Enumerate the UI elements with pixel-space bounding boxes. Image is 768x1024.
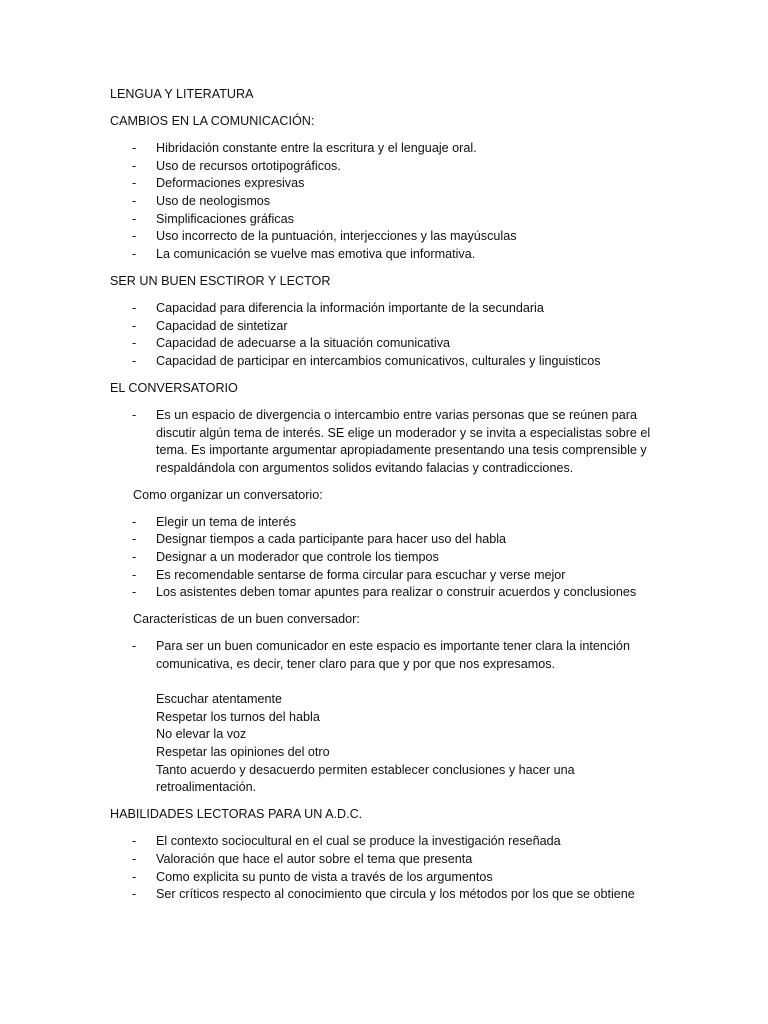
- section-heading-escritor: SER UN BUEN ESCTIROR Y LECTOR: [110, 273, 331, 288]
- list-item: - Capacidad para diferencia la información importante de la secundaria: [110, 300, 670, 318]
- list-organizar: [110, 514, 670, 602]
- list-item: - Capacidad de participar en intercambios comunicativos, culturales y linguisticos: [110, 353, 670, 371]
- list-item: - Capacidad de adecuarse a la situación comunicativa: [110, 335, 670, 353]
- list-item: - Capacidad de sintetizar: [110, 318, 670, 336]
- document-body: [110, 86, 670, 913]
- section-heading-conversatorio: EL CONVERSATORIO: [110, 380, 238, 395]
- list-item: - Es un espacio de divergencia o intercambio entre varias personas que se reúnen para discutir algún tema de interés. SE elige un moderador y se invita a especialistas sobre el tema. Es importante argumentar apropiadamente presentando una tesis comprensible y respaldándola con argumentos solidos evitando falacias y contradicciones.: [110, 407, 670, 477]
- list-item: - Los asistentes deben tomar apuntes para realizar o construir acuerdos y conclusiones: [110, 584, 670, 602]
- trait-line: Tanto acuerdo y desacuerdo permiten establecer conclusiones y hacer una retroalimentación.: [156, 762, 575, 795]
- list-item: - Valoración que hace el autor sobre el tema que presenta: [110, 851, 670, 869]
- list-caracteristicas: [110, 638, 670, 796]
- trait-line: No elevar la voz: [156, 727, 247, 742]
- list-item: - El contexto sociocultural en el cual se produce la investigación reseñada: [110, 833, 670, 851]
- list-item: - Ser críticos respecto al conocimiento que circula y los métodos por los que se obtiene: [110, 886, 670, 904]
- subheading-caracteristicas: Características de un buen conversador:: [133, 612, 360, 627]
- trait-line: Escuchar atentamente: [156, 692, 283, 707]
- subheading-organizar: Como organizar un conversatorio:: [133, 487, 323, 502]
- list-item: - Es recomendable sentarse de forma circular para escuchar y verse mejor: [110, 567, 670, 585]
- list-item: - Deformaciones expresivas: [110, 175, 670, 193]
- section-heading-habilidades: HABILIDADES LECTORAS PARA UN A.D.C.: [110, 807, 363, 822]
- trait-line: Respetar los turnos del habla: [156, 709, 320, 724]
- list-item: - Designar tiempos a cada participante para hacer uso del habla: [110, 531, 670, 549]
- list-item: - La comunicación se vuelve mas emotiva que informativa.: [110, 246, 670, 264]
- trait-line: Respetar las opiniones del otro: [156, 745, 330, 759]
- section-heading-cambios: CAMBIOS EN LA COMUNICACIÓN:: [110, 114, 315, 129]
- list-item: - Designar a un moderador que controle los tiempos: [110, 549, 670, 567]
- list-cambios: [110, 140, 670, 263]
- list-item-text: Para ser un buen comunicador en este espacio es importante tener clara la intención comunicativa, es decir, tener claro para que y por que nos expresamos.: [156, 639, 630, 672]
- list-item: - Simplificaciones gráficas: [110, 211, 670, 229]
- document-title: LENGUA Y LITERATURA: [110, 87, 254, 101]
- list-escritor: [110, 300, 670, 370]
- list-item: - Elegir un tema de interés: [110, 514, 670, 532]
- list-item: - Como explicita su punto de vista a través de los argumentos: [110, 869, 670, 887]
- blank-line: [156, 674, 670, 692]
- list-conversatorio: [110, 407, 670, 477]
- list-item: - Uso incorrecto de la puntuación, interjecciones y las mayúsculas: [110, 228, 670, 246]
- list-item: - Uso de neologismos: [110, 193, 670, 211]
- list-item: - Uso de recursos ortotipográficos.: [110, 158, 670, 176]
- list-item: [110, 638, 670, 796]
- list-habilidades: [110, 833, 670, 903]
- list-item: - Hibridación constante entre la escritura y el lenguaje oral.: [110, 140, 670, 158]
